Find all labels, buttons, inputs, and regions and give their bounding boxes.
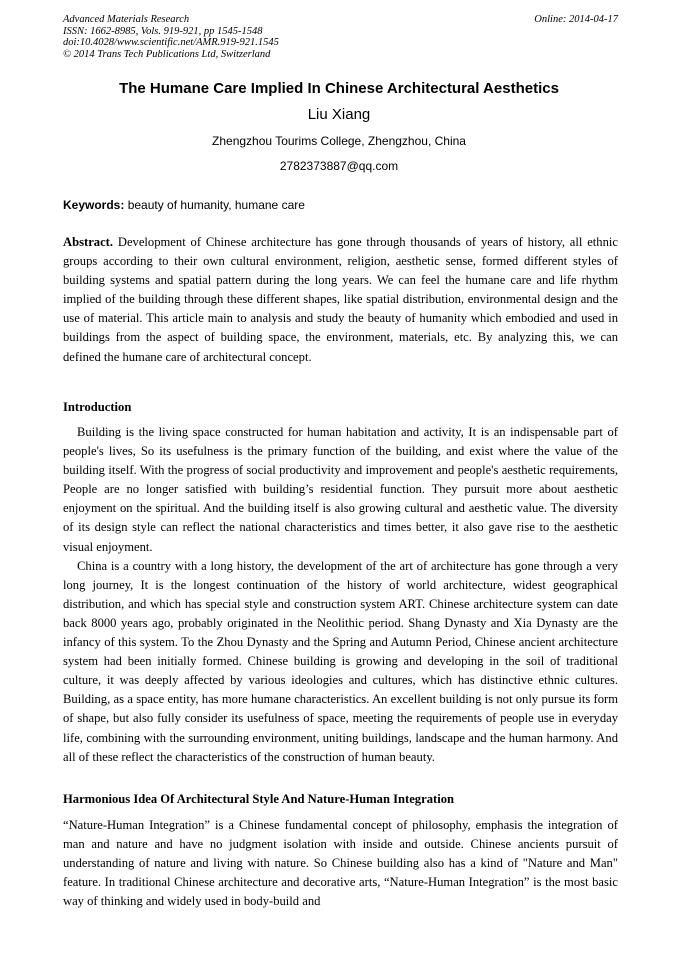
doi-line: doi:10.4028/www.scientific.net/AMR.919-921.1545 <box>63 37 279 48</box>
keywords <box>63 198 618 212</box>
online-date: Online: 2014-04-17 <box>534 14 618 25</box>
paragraph: Building is the living space constructed for human habitation and activity, It is an indispensable part of people's lives, So its usefulness is the primary function of the building, and exist where the value of the building itself. With the progress of social productivity and improvement and people's aesthetic requirements, People are no longer satisfied with building’s residential function. They pursuit more about aesthetic enjoyment on the spiritual. And the building itself is also growing cultural and aesthetic value. The diversity of its design style can reflect the national characteristics and times better, it also gave rise to the aesthetic visual enjoyment. <box>63 425 618 554</box>
issn-line: ISSN: 1662-8985, Vols. 919-921, pp 1545-1548 <box>63 25 263 37</box>
paragraph: China is a country with a long history, the development of the art of architecture has gone through a very long journey, It is the longest continuation of the history of world architecture, widest geographical distribution, and which has special style and construction system ART. Chinese architecture system can date back 8000 years ago, probably originated in the Neolithic period. Shang Dynasty and Xia Dynasty are the infancy of this system. To the Zhou Dynasty and the Spring and Autumn Period, Chinese ancient architecture system had been initially formed. Chinese building is growing and developing in the soil of traditional culture, it was deeply affected by various ideologies and cultures, which has distinctive ethnic cultures. Building, as a space entity, has more humane characteristics. An excellent building is not only pursue its form of shape, but also fully consider its usefulness of space, meeting the requirements of people use in everyday life, combining with the surrounding environment, uniting buildings, landscape and the human harmony. And all of these reflect the characteristics of the construction of human beauty. <box>63 558 618 764</box>
keywords-text: beauty of humanity, humane care <box>124 198 305 212</box>
author-affiliation: Zhengzhou Tourims College, Zhengzhou, China <box>212 134 466 148</box>
abstract <box>63 233 618 367</box>
abstract-label: Abstract. <box>63 235 114 249</box>
section-harmonious-idea <box>63 816 618 911</box>
keywords-label: Keywords: <box>63 198 125 212</box>
section-introduction <box>63 423 618 767</box>
publication-header <box>63 14 618 60</box>
author-email: 2782373887@qq.com <box>279 159 399 173</box>
author-name: Liu Xiang <box>307 106 371 123</box>
section-heading-introduction: Introduction <box>63 400 132 414</box>
copyright-line: © 2014 Trans Tech Publications Ltd, Switzerland <box>63 48 271 60</box>
abstract-text: Development of Chinese architecture has gone through thousands of years of history, all ethnic groups according to their own cultural environment, religion, aesthetic sense, formed different styles of building systems and spatial pattern during the long years. We can feel the humane care and life rhythm implied of the building through these different shapes, like spatial distribution, environmental design and the use of material. This article main to analysis and study the beauty of humanity which embodied and used in buildings from the aspect of building space, the environment, materials, etc. By analyzing this, we can defined the humane care of architectural concept. <box>63 235 618 364</box>
section-heading-harmonious-idea: Harmonious Idea Of Architectural Style And Nature-Human Integration <box>63 792 454 806</box>
paragraph: “Nature-Human Integration” is a Chinese fundamental concept of philosophy, emphasis the integration of man and nature and have no judgment isolation with inside and outside. Chinese ancients pursuit of understanding of nature and living with nature. So Chinese building also has a kind of "Nature and Man" feature. In traditional Chinese architecture and decorative arts, “Nature-Human Integration” is the most basic way of thinking and widely used in body-build and <box>63 818 618 909</box>
paper-title: The Humane Care Implied In Chinese Architectural Aesthetics <box>119 80 559 97</box>
journal-name: Advanced Materials Research <box>63 14 190 25</box>
